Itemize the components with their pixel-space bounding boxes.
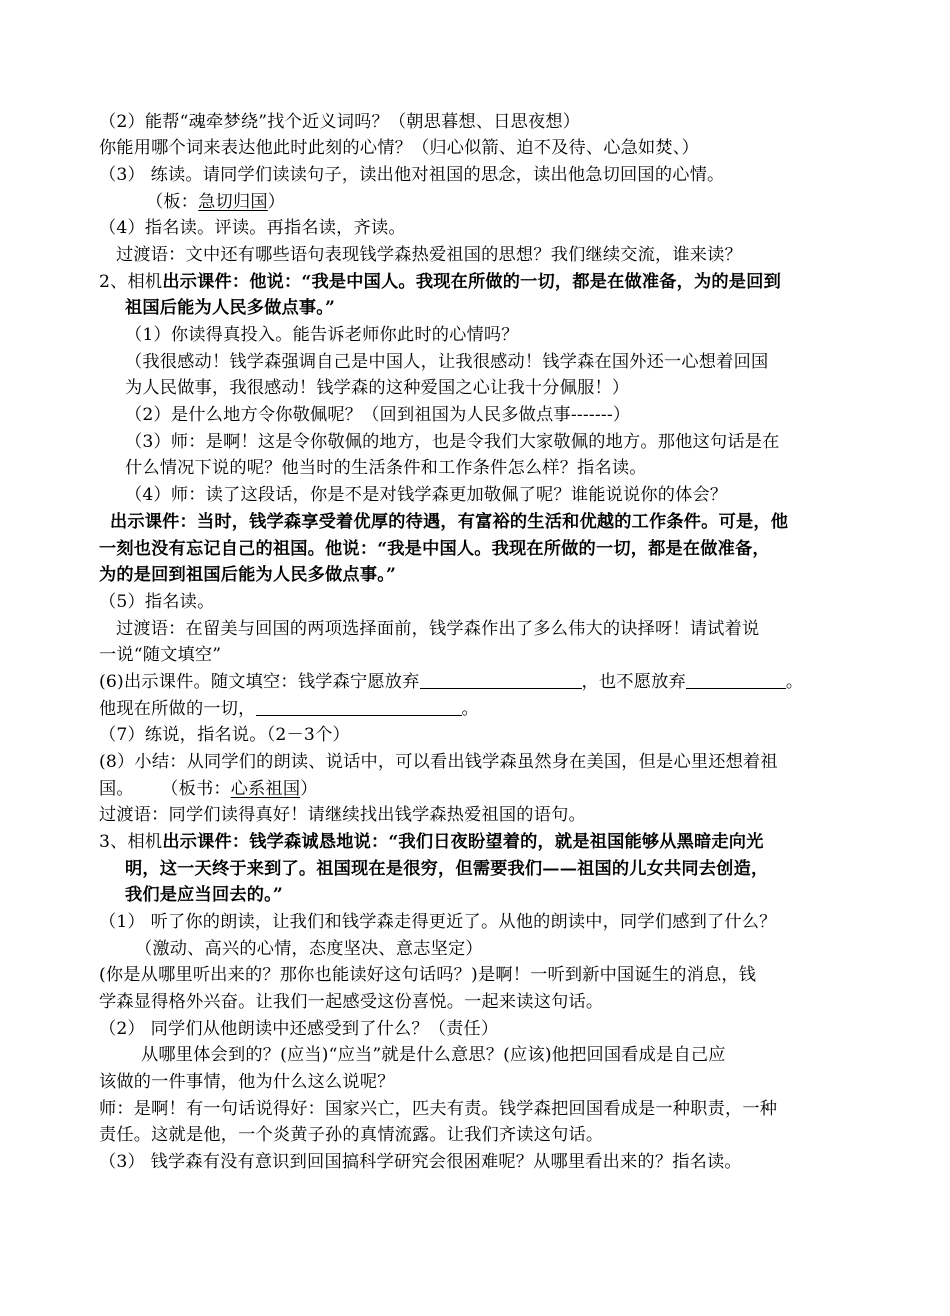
blank-2 <box>686 670 786 689</box>
text-line: （1）你读得真投入。能告诉老师你此时的心情吗？ <box>125 325 519 345</box>
transition-line: 过渡语：在留美与回国的两项选择面前，钱学森作出了多么伟大的诀择呀！请试着说 <box>116 619 760 639</box>
text-line: 一说“随文填空” <box>99 645 222 665</box>
board-note: 急切归国 <box>198 192 268 212</box>
board-label: （板： <box>146 192 199 212</box>
text-line: 学森显得格外兴奋。让我们一起感受这份喜悦。一起来读这句话。 <box>99 992 604 1012</box>
fill-blank-mid: ，也不愿放弃 <box>581 672 686 692</box>
fill-blank-line <box>99 669 803 695</box>
text-line: 你能用哪个词来表达他此时此刻的心情？（归心似箭、迫不及待、心急如焚、） <box>99 138 699 158</box>
text-line: (8）小结：从同学们的朗读、说话中，可以看出钱学森虽然身在美国，但是心里还想着祖 <box>99 752 778 772</box>
text-line: 从哪里体会到的？(应当)“应当”就是什么意思？(应该)他把回国看成是自己应 <box>141 1045 726 1065</box>
courseware-quote-cont: 明，这一天终于来到了。祖国现在是很穷，但需要我们——祖国的儿女共同去创造， <box>125 859 769 879</box>
section-number: 2、相机 <box>99 272 163 292</box>
fill-blank-line <box>99 696 479 722</box>
text-line: （4）师：读了这段话，你是不是对钱学森更加敬佩了呢？谁能说说你的体会？ <box>125 485 728 505</box>
text-line: 为人民做事，我很感动！钱学森的这种爱国之心让我十分佩服！） <box>125 378 630 398</box>
courseware-quote-cont: 我们是应当回去的。” <box>125 885 283 905</box>
fill-blank-end: 。 <box>785 672 804 692</box>
courseware-quote: 出示课件：他说：“我是中国人。我现在所做的一切，都是在做准备，为的是回到 <box>162 272 781 292</box>
fill-blank-prompt: (6)出示课件。随文填空：钱学森宁愿放弃 <box>99 672 420 692</box>
text-line: （激动、高兴的心情，态度坚决、意志坚定） <box>135 939 483 959</box>
board-note: 心系祖国 <box>230 779 301 799</box>
text-line: （2）能帮“魂牵梦绕”找个近义词吗？（朝思暮想、日思夜想） <box>99 112 581 132</box>
board-close: ） <box>300 779 318 799</box>
courseware-passage: 一刻也没有忘记自己的祖国。他说：“我是中国人。我现在所做的一切，都是在做准备， <box>99 539 770 559</box>
text-line: （1） 听了你的朗读，让我们和钱学森走得更近了。从他的朗读中，同学们感到了什么？ <box>99 912 777 932</box>
fill-blank-end: 。 <box>461 699 479 719</box>
text-line: （3） 钱学森有没有意识到回国搞科学研究会很困难呢？从哪里看出来的？指名读。 <box>99 1152 742 1172</box>
text-line: （2） 同学们从他朗读中还感受到了什么？（责任） <box>99 1019 499 1039</box>
blank-1 <box>420 670 582 689</box>
courseware-passage: 出示课件：当时，钱学森享受着优厚的待遇，有富裕的生活和优越的工作条件。可是，他 <box>110 512 789 532</box>
text-fragment: 国。 <box>99 779 134 799</box>
text-line: （3） 练读。请同学们读读句子，读出他对祖国的思念，读出他急切回国的心情。 <box>99 165 725 185</box>
text-line: 责任。这就是他，一个炎黄子孙的真情流露。让我们齐读这句话。 <box>99 1125 604 1145</box>
text-line: （7）练说，指名说。（2－3个） <box>99 725 350 745</box>
board-label: （板书： <box>169 779 231 799</box>
fill-blank-prompt: 他现在所做的一切， <box>99 699 256 719</box>
blank-3 <box>256 697 462 716</box>
text-line: （5）指名读。 <box>99 592 215 612</box>
courseware-passage: 为的是回到祖国后能为人民多做点事。” <box>99 565 397 585</box>
section-heading <box>99 269 781 295</box>
section-heading <box>99 829 764 855</box>
text-line: 该做的一件事情，他为什么这么说呢？ <box>99 1072 395 1092</box>
courseware-quote: 出示课件：钱学森诚恳地说：“我们日夜盼望着的，就是祖国能够从黑暗走向光 <box>162 832 764 852</box>
transition-line: 过渡语：文中还有哪些语句表现钱学森热爱祖国的思想？我们继续交流，谁来读？ <box>116 245 742 265</box>
section-number: 3、相机 <box>99 832 163 852</box>
text-line: （2）是什么地方令你敬佩呢？（回到祖国为人民多做点事-------） <box>125 405 631 425</box>
text-line: 什么情况下说的呢？他当时的生活条件和工作条件怎么样？指名读。 <box>125 458 647 478</box>
text-line: 师：是啊！有一句话说得好：国家兴亡，匹夫有责。钱学森把回国看成是一种职责，一种 <box>99 1099 778 1119</box>
text-line: （我很感动！钱学森强调自己是中国人，让我很感动！钱学森在国外还一心想着回国 <box>125 352 769 372</box>
text-line: （4）指名读。评读。再指名读，齐读。 <box>99 218 406 238</box>
board-close: ） <box>267 192 286 212</box>
text-line: （3）师：是啊！这是令你敬佩的地方，也是令我们大家敬佩的地方。那他这句话是在 <box>125 432 780 452</box>
transition-line: 过渡语：同学们读得真好！请继续找出钱学森热爱祖国的语句。 <box>99 805 586 825</box>
text-line <box>99 776 318 802</box>
text-line <box>146 189 285 215</box>
text-line: (你是从哪里听出来的？那你也能读好这句话吗？)是啊！一听到新中国诞生的消息，钱 <box>99 965 757 985</box>
courseware-quote-cont: 祖国后能为人民多做点事。” <box>125 298 336 318</box>
